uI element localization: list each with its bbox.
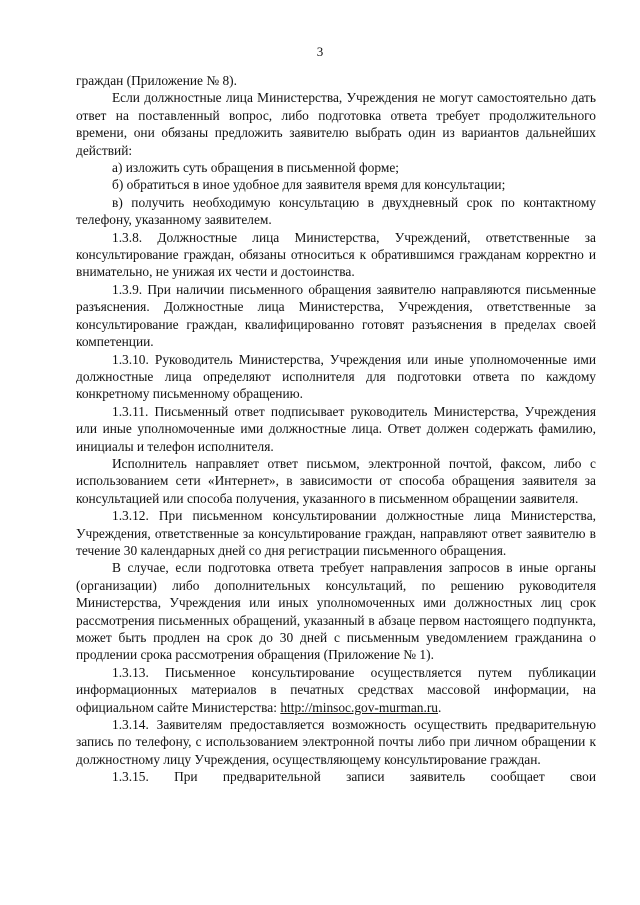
paragraph: в) получить необходимую консультацию в двухдневный срок по контактному телефону, указанному заявителем. xyxy=(76,194,596,228)
paragraph-1-3-13 xyxy=(76,664,596,716)
paragraph: б) обратиться в иное удобное для заявителя время для консультации; xyxy=(112,177,506,193)
paragraph-text: 1.3.13. Письменное консультирование осуществляется путем публикации информационных материалов в печатных средствах массовой информации, на официальном сайте Министерства: xyxy=(76,664,596,715)
paragraph: 1.3.12. При письменном консультировании должностные лица Министерства, Учреждения, ответственные за консультирование граждан, направляют ответ заявителю в течение 30 календарных дней со дня регистрации письменного обращения. xyxy=(76,508,596,558)
paragraph: граждан (Приложение № 8). xyxy=(76,73,237,88)
paragraph: 1.3.8. Должностные лица Министерства, Учреждений, ответственные за консультирование граждан, обязаны относиться к обратившимся гражданам корректно и внимательно, не унижая их чести и достоинства. xyxy=(76,229,596,280)
paragraph-group xyxy=(76,72,596,664)
document-body xyxy=(76,72,596,786)
paragraph: 1.3.10. Руководитель Министерства, Учреждения или иные уполномоченные ими должностные лица определяют исполнителя для подготовки ответа по каждому конкретному письменному обращению. xyxy=(76,351,596,402)
paragraph-tail: . xyxy=(438,699,442,715)
page-number: 3 xyxy=(316,44,324,59)
paragraph: а) изложить суть обращения в письменной форме; xyxy=(112,160,399,176)
paragraph: 1.3.9. При наличии письменного обращения заявителю направляются письменные разъяснения. Должностные лица Министерства, Учреждения, ответственные за консультирование граждан, квалифицированно готовят разъяснения в пределах своей компетенции. xyxy=(76,281,596,350)
paragraph-group xyxy=(76,716,596,786)
ministry-website-link[interactable]: http://minsoc.gov-murman.ru xyxy=(280,699,439,715)
paragraph: 1.3.14. Заявителям предоставляется возможность осуществить предварительную запись по телефону, с использованием электронной почты либо при личном обращении к должностному лицу Учреждения, осуществляющему консультирование граждан. xyxy=(76,717,596,767)
paragraph: 1.3.11. Письменный ответ подписывает руководитель Министерства, Учреждения или иные уполномоченные ими должностные лица. Ответ должен содержать фамилию, инициалы и телефон исполнителя. xyxy=(76,403,596,454)
paragraph: В случае, если подготовка ответа требует направления запросов в иные органы (организации) либо дополнительных консультаций, по решению руководителя Министерства, Учреждения или иных уполномоченных ими должностных лиц срок рассмотрения письменных обращений, указанный в абзаце первом настоящего подпункта, может быть продлен на срок до 30 дней с письменным уведомлением гражданина о продлении срока рассмотрения обращения (Приложение № 1). xyxy=(76,560,596,663)
paragraph: Исполнитель направляет ответ письмом, электронной почтой, факсом, либо с использованием сети «Интернет», в зависимости от способа обращения заявителя за консультацией или способа получения, указанного в письменном обращении заявителя. xyxy=(76,455,596,506)
paragraph: 1.3.15. При предварительной записи заявитель сообщает свои xyxy=(112,769,596,785)
paragraph: Если должностные лица Министерства, Учреждения не могут самостоятельно дать ответ на поставленный вопрос, либо подготовка ответа требует продолжительного времени, они обязаны предложить заявителю выбрать один из вариантов дальнейших действий: xyxy=(76,90,596,158)
